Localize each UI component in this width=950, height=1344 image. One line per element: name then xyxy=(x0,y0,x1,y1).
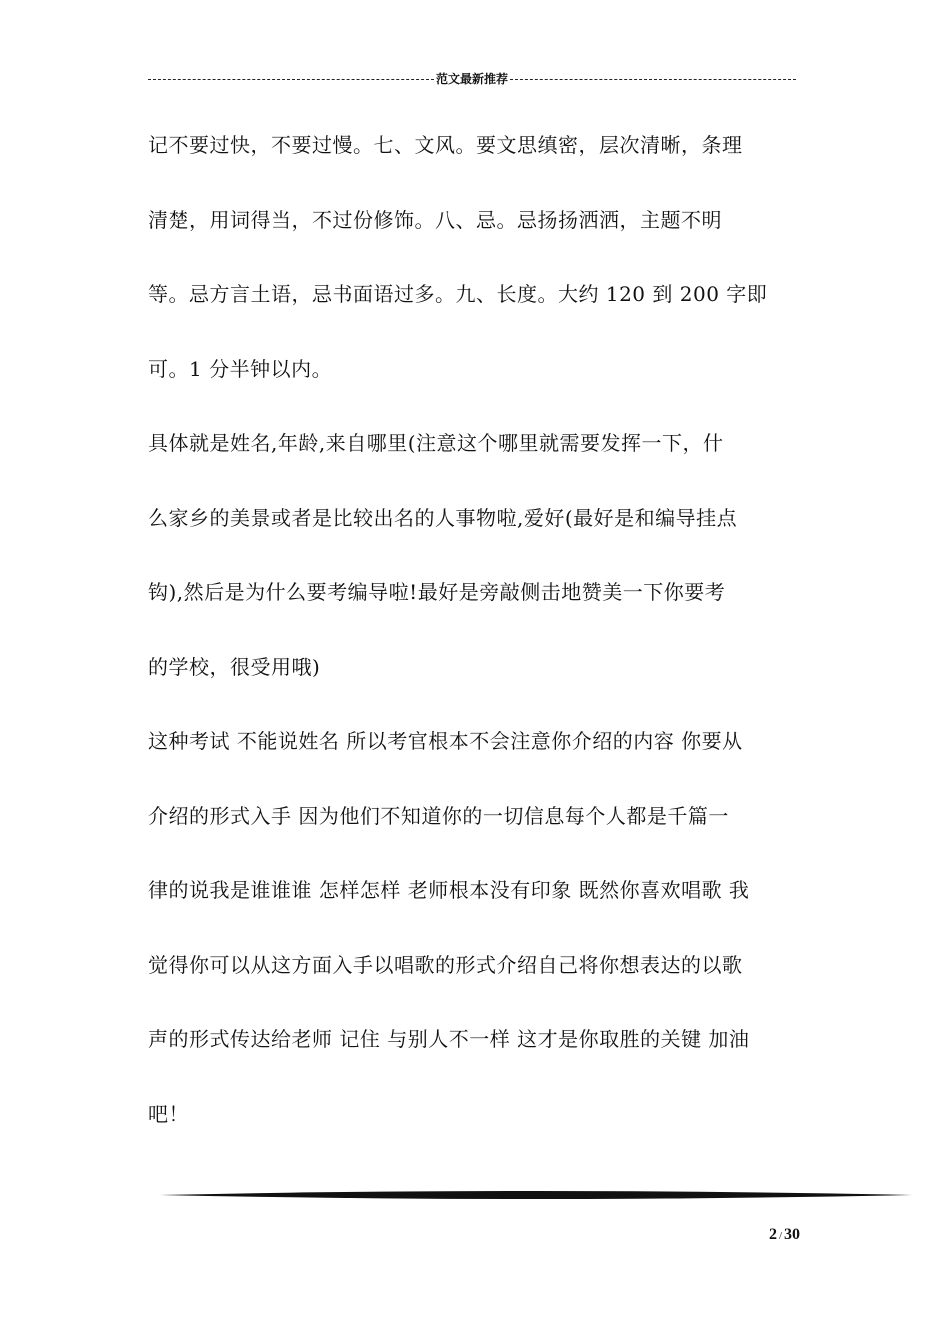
text-line: 这种考试 不能说姓名 所以考官根本不会注意你介绍的内容 你要从 xyxy=(148,729,743,753)
header-dash-left xyxy=(148,79,434,80)
text-line: 等。忌方言土语，忌书面语过多。九、长度。大约 120 到 200 字即 xyxy=(148,282,768,306)
text-line: 声的形式传达给老师 记住 与别人不一样 这才是你取胜的关键 加油 xyxy=(148,1027,750,1051)
page-header xyxy=(148,66,796,90)
text-line: 记不要过快，不要过慢。七、文风。要文思缜密，层次清晰，条理 xyxy=(148,133,743,157)
footer-divider xyxy=(160,1188,912,1202)
text-line: 的学校，很受用哦) xyxy=(148,654,321,679)
page-number xyxy=(700,1226,800,1244)
page-total: 30 xyxy=(784,1226,800,1243)
header-title: 范文最新推荐 xyxy=(436,71,509,86)
text-line: 清楚，用词得当，不过份修饰。八、忌。忌扬扬洒洒，主题不明 xyxy=(148,207,722,232)
text-line: 钩),然后是为什么要考编导啦!最好是旁敲侧击地赞美一下你要考 xyxy=(148,580,726,604)
page-current: 2 xyxy=(768,1226,777,1243)
body-text xyxy=(148,108,800,1151)
page-separator: / xyxy=(778,1230,782,1242)
text-line: 吧！ xyxy=(148,1101,189,1126)
text-line: 律的说我是谁谁谁 怎样怎样 老师根本没有印象 既然你喜欢唱歌 我 xyxy=(148,878,750,902)
text-line: 介绍的形式入手 因为他们不知道你的一切信息每个人都是千篇一 xyxy=(148,803,729,828)
text-line: 么家乡的美景或者是比较出名的人事物啦,爱好(最好是和编导挂点 xyxy=(148,505,738,530)
header-dash-right xyxy=(510,79,796,80)
text-line: 可。1 分半钟以内。 xyxy=(148,356,333,381)
text-line: 觉得你可以从这方面入手以唱歌的形式介绍自己将你想表达的以歌 xyxy=(148,952,743,977)
text-line: 具体就是姓名,年龄,来自哪里(注意这个哪里就需要发挥一下，什 xyxy=(148,431,724,455)
